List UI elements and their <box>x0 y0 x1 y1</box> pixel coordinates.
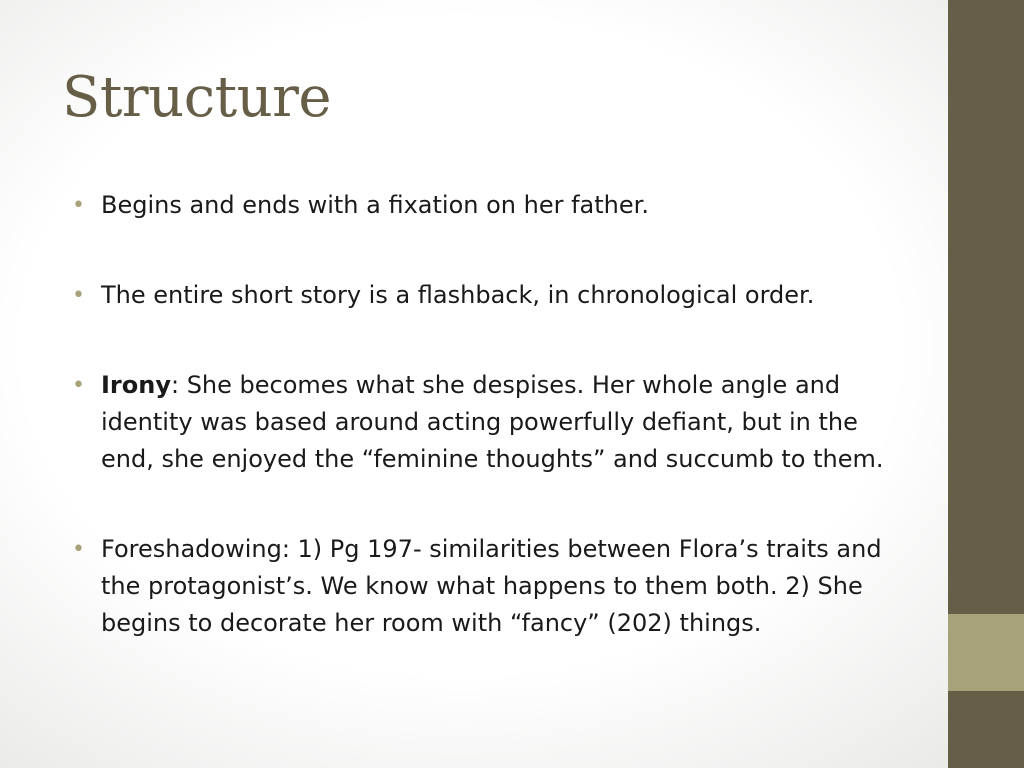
slide-title: Structure <box>62 65 332 130</box>
bullet-text: The entire short story is a flashback, in chronological order. <box>101 281 815 309</box>
bullet-text: Foreshadowing: 1) Pg 197- similarities between Flora’s traits and the protagonist’s. We know what happens to them both. 2) She begins to decorate her room with “fancy” (202) things. <box>101 535 882 637</box>
side-bar-accent <box>948 614 1024 691</box>
bullet-marker-icon: • <box>72 193 85 218</box>
bullet-marker-icon: • <box>72 373 85 398</box>
bullet-list <box>72 187 902 695</box>
bullet-item-irony <box>72 367 902 478</box>
bullet-item-flashback <box>72 277 902 314</box>
bullet-text: : She becomes what she despises. Her whole angle and identity was based around acting powerfully defiant, but in the end, she enjoyed the “feminine thoughts” and succumb to them. <box>101 371 884 473</box>
bullet-item-foreshadowing <box>72 531 902 642</box>
bullet-text: Begins and ends with a fixation on her father. <box>101 191 649 219</box>
bullet-term: Irony <box>101 371 171 399</box>
bullet-marker-icon: • <box>72 283 85 308</box>
bullet-item-fixation <box>72 187 902 224</box>
bullet-marker-icon: • <box>72 537 85 562</box>
